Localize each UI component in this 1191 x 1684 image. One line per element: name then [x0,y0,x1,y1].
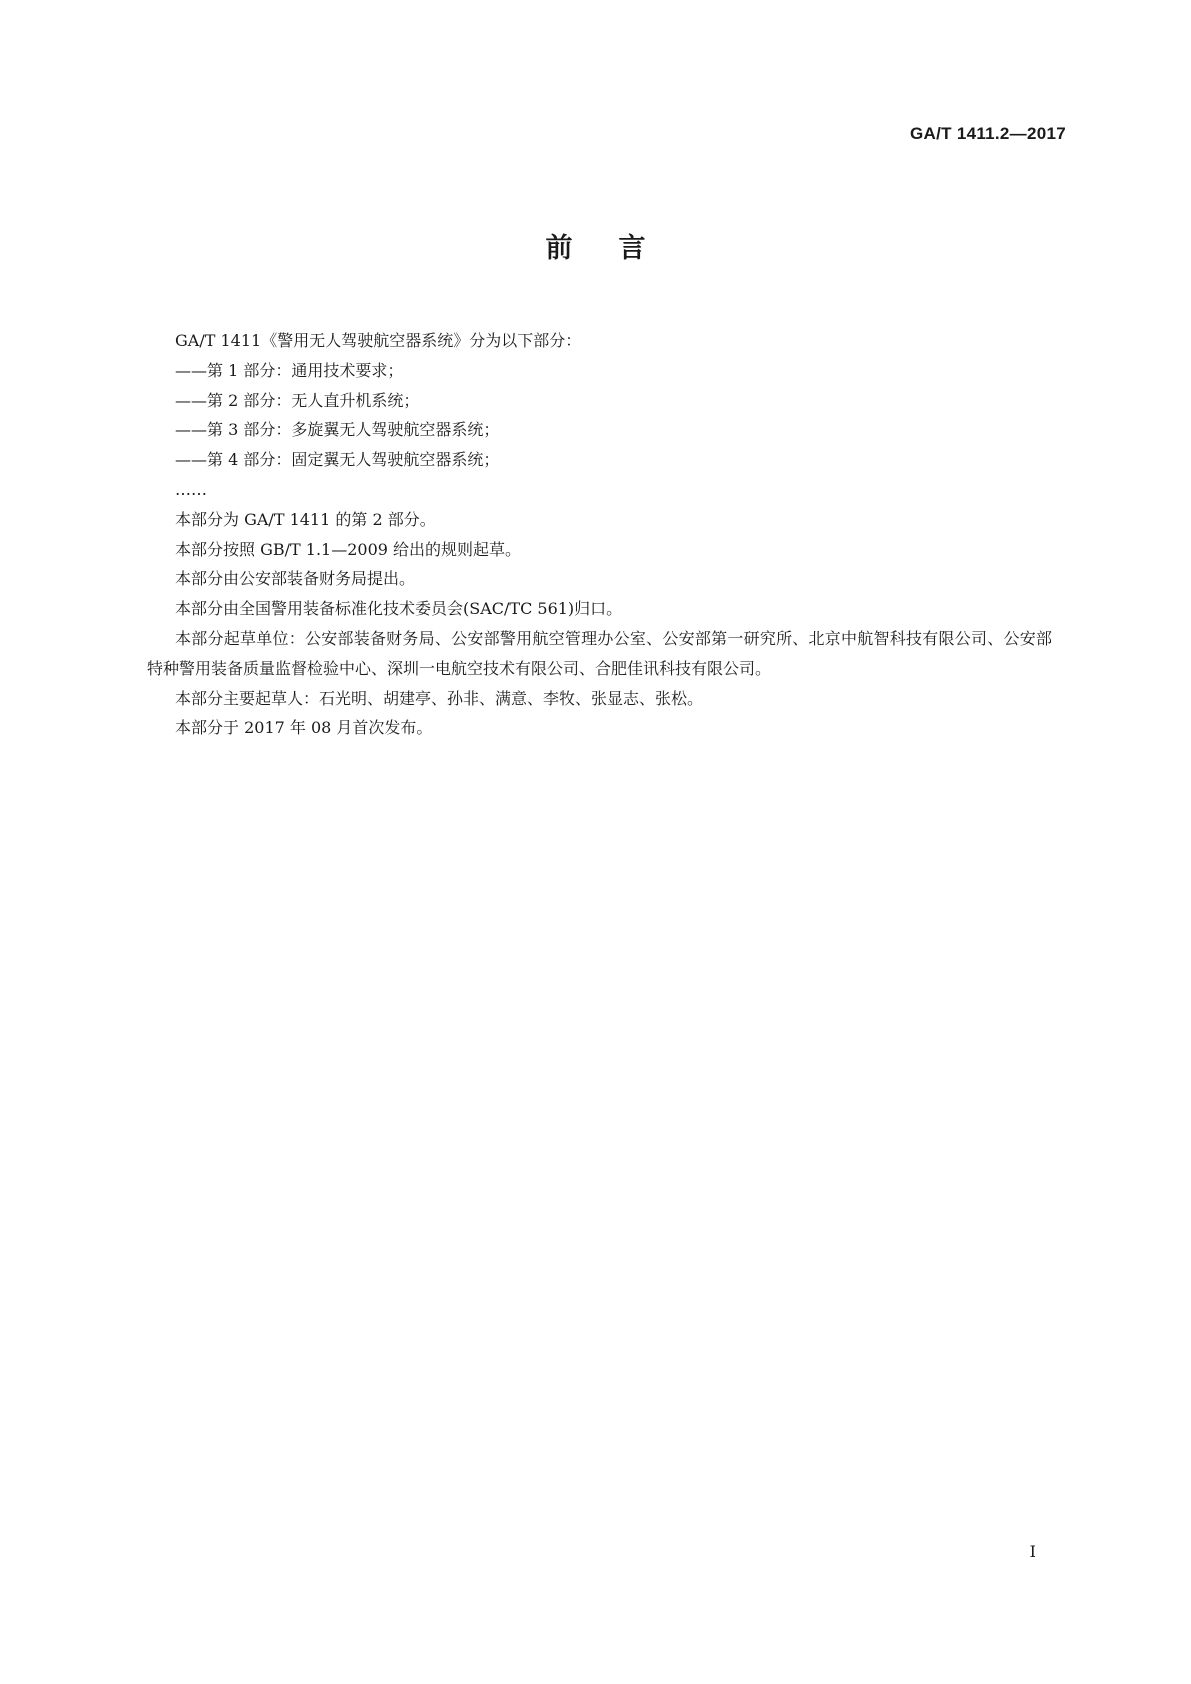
drafting-units-paragraph: 本部分起草单位：公安部装备财务局、公安部警用航空管理办公室、公安部第一研究所、北京中航智科技有限公司、公安部特种警用装备质量监督检验中心、深圳一电航空技术有限公司、合肥佳讯科技有限公司。 [147,628,1052,678]
part-list-item-2: ——第 2 部分：无人直升机系统； [175,390,420,410]
this-part-paragraph: 本部分为 GA/T 1411 的第 2 部分。 [175,509,436,529]
page-title: 前言 [545,233,692,264]
part-list-ellipsis: …… [175,479,207,499]
proposed-by-paragraph: 本部分由公安部装备财务局提出。 [175,569,416,589]
foreword-body [147,326,1052,743]
part-list-item-4: ——第 4 部分：固定翼无人驾驶航空器系统； [175,450,500,470]
intro-paragraph: GA/T 1411《警用无人驾驶航空器系统》分为以下部分： [175,331,582,350]
centralized-by-paragraph: 本部分由全国警用装备标准化技术委员会(SAC/TC 561)归口。 [175,599,623,619]
standard-code: GA/T 1411.2—2017 [909,124,1066,143]
drafting-rules-paragraph: 本部分按照 GB/T 1.1—2009 给出的规则起草。 [175,539,522,559]
first-release-paragraph: 本部分于 2017 年 08 月首次发布。 [175,718,433,738]
page-number: I [1029,1542,1036,1561]
main-drafters-paragraph: 本部分主要起草人：石光明、胡建亭、孙非、满意、李牧、张显志、张松。 [175,688,704,708]
part-list-item-1: ——第 1 部分：通用技术要求； [175,360,404,380]
part-list-item-3: ——第 3 部分：多旋翼无人驾驶航空器系统； [175,420,500,440]
